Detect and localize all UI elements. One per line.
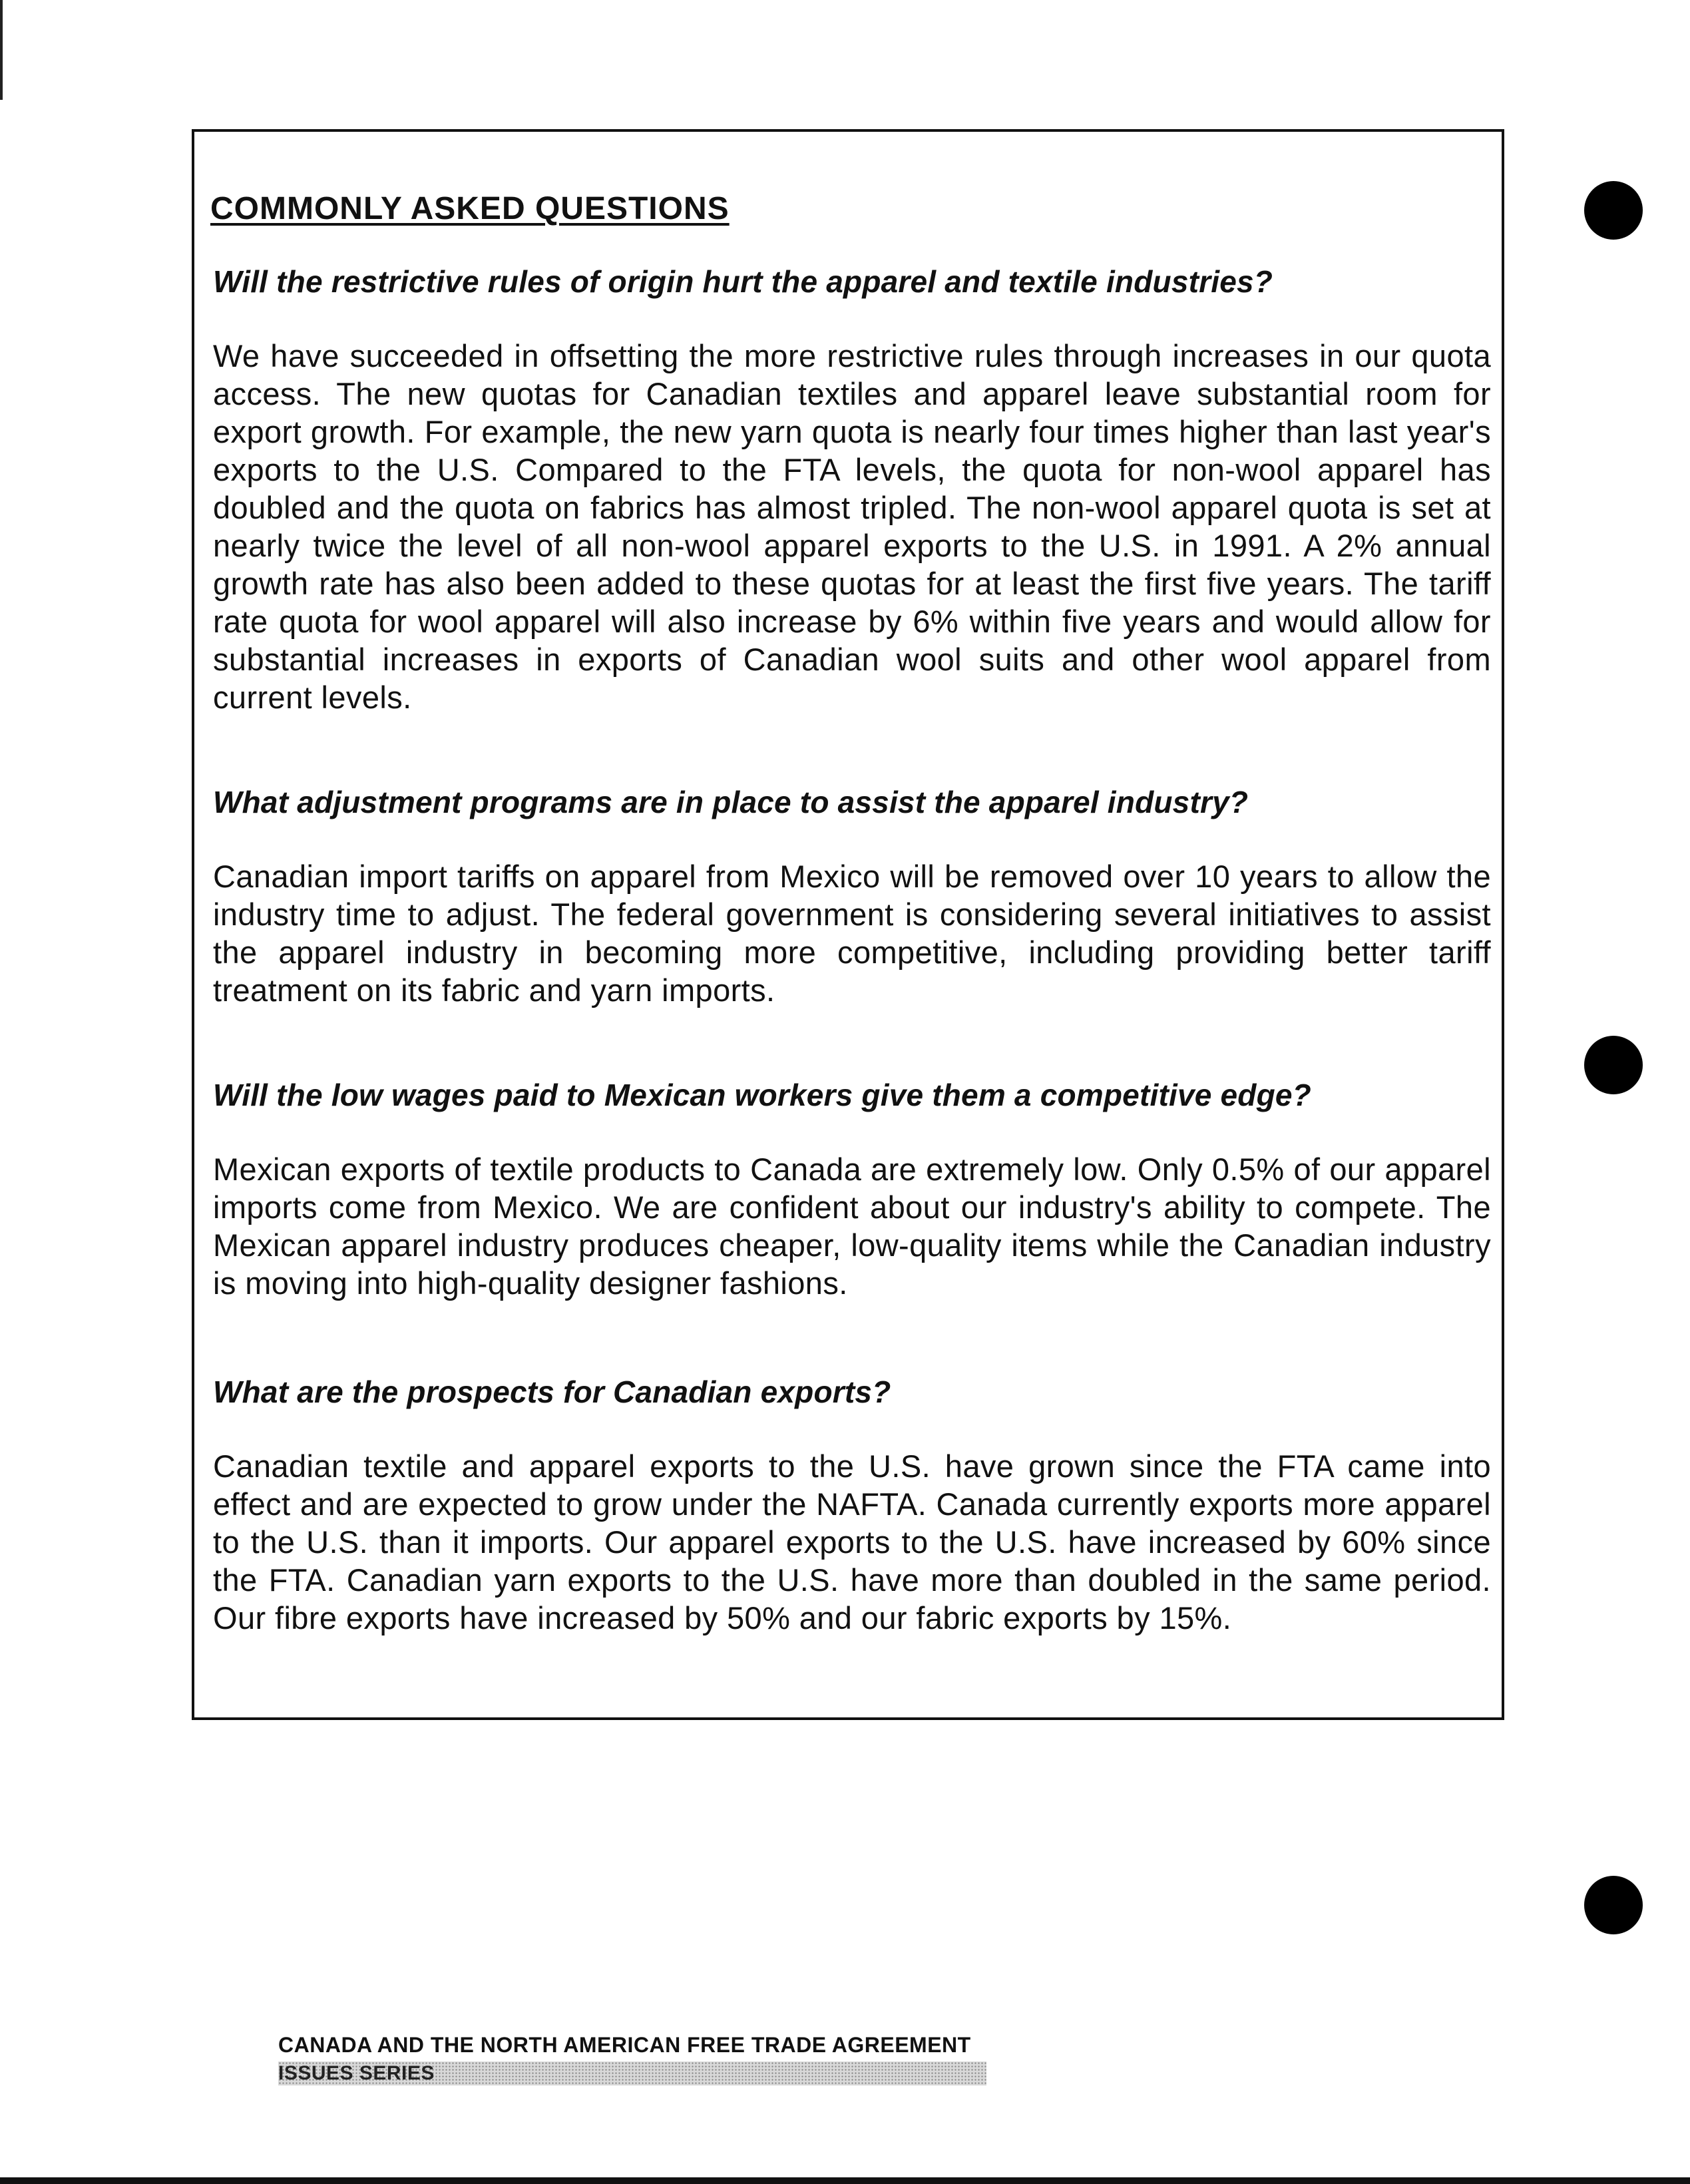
- faq-answer: Mexican exports of textile products to Canada are extremely low. Only 0.5% of our apparel imports come from Mexico. We are confident about our industry's ability to compete. The Mexican apparel industry produces cheaper, low-quality items while the Canadian industry is moving into high-quality designer fashions.: [213, 1152, 1491, 1301]
- faq-item: [213, 1374, 1491, 1637]
- binder-punch-hole: [1584, 181, 1643, 240]
- faq-answer: We have succeeded in offsetting the more restrictive rules through increases in our quota access. The new quotas for Canadian textiles and apparel leave substantial room for export growth. For example, the new yarn quota is nearly four times higher than last year's exports to the U.S. Compared to the FTA levels, the quota for non-wool apparel has doubled and the quota on fabrics has almost tripled. The non-wool apparel quota is set at nearly twice the level of all non-wool apparel exports to the U.S. in 1991. A 2% annual growth rate has also been added to these quotas for at least the first five years. The tariff rate quota for wool apparel will also increase by 6% within five years and would allow for substantial increases in exports of Canadian wool suits and other wool apparel from current levels.: [213, 338, 1491, 715]
- footer-title: CANADA AND THE NORTH AMERICAN FREE TRADE AGREEMENT: [278, 2033, 971, 2057]
- section-heading: COMMONLY ASKED QUESTIONS: [210, 191, 730, 226]
- page-edge-line: [0, 0, 3, 100]
- faq-question: What adjustment programs are in place to assist the apparel industry?: [213, 785, 1249, 819]
- faq-answer: Canadian import tariffs on apparel from Mexico will be removed over 10 years to allow the industry time to adjust. The federal government is considering several initiatives to assist the apparel industry in becoming more competitive, including providing better tariff treatment on its fabric and yarn imports.: [213, 859, 1491, 1008]
- faq-question: Will the restrictive rules of origin hurt the apparel and textile industries?: [213, 264, 1273, 299]
- faq-item: [213, 264, 1491, 716]
- faq-question: What are the prospects for Canadian exports?: [213, 1375, 891, 1409]
- footer-series-label: ISSUES SERIES: [278, 2062, 435, 2084]
- faq-item: [213, 1077, 1491, 1302]
- binder-punch-hole: [1584, 1036, 1643, 1094]
- faq-item: [213, 784, 1491, 1009]
- faq-answer: Canadian textile and apparel exports to the U.S. have grown since the FTA came into effect and are expected to grow under the NAFTA. Canada currently exports more apparel to the U.S. than it imports. Our apparel exports to the U.S. have increased by 60% since the FTA. Canadian yarn exports to the U.S. have more than doubled in the same period. Our fibre exports have increased by 50% and our fabric exports by 15%.: [213, 1448, 1491, 1636]
- faq-question: Will the low wages paid to Mexican workers give them a competitive edge?: [213, 1078, 1311, 1112]
- footer-series-bar: [278, 2062, 986, 2085]
- page-footer: [278, 2033, 986, 2085]
- faq-box: [192, 129, 1504, 1720]
- page-bottom-edge: [0, 2177, 1690, 2184]
- binder-punch-hole: [1584, 1876, 1643, 1934]
